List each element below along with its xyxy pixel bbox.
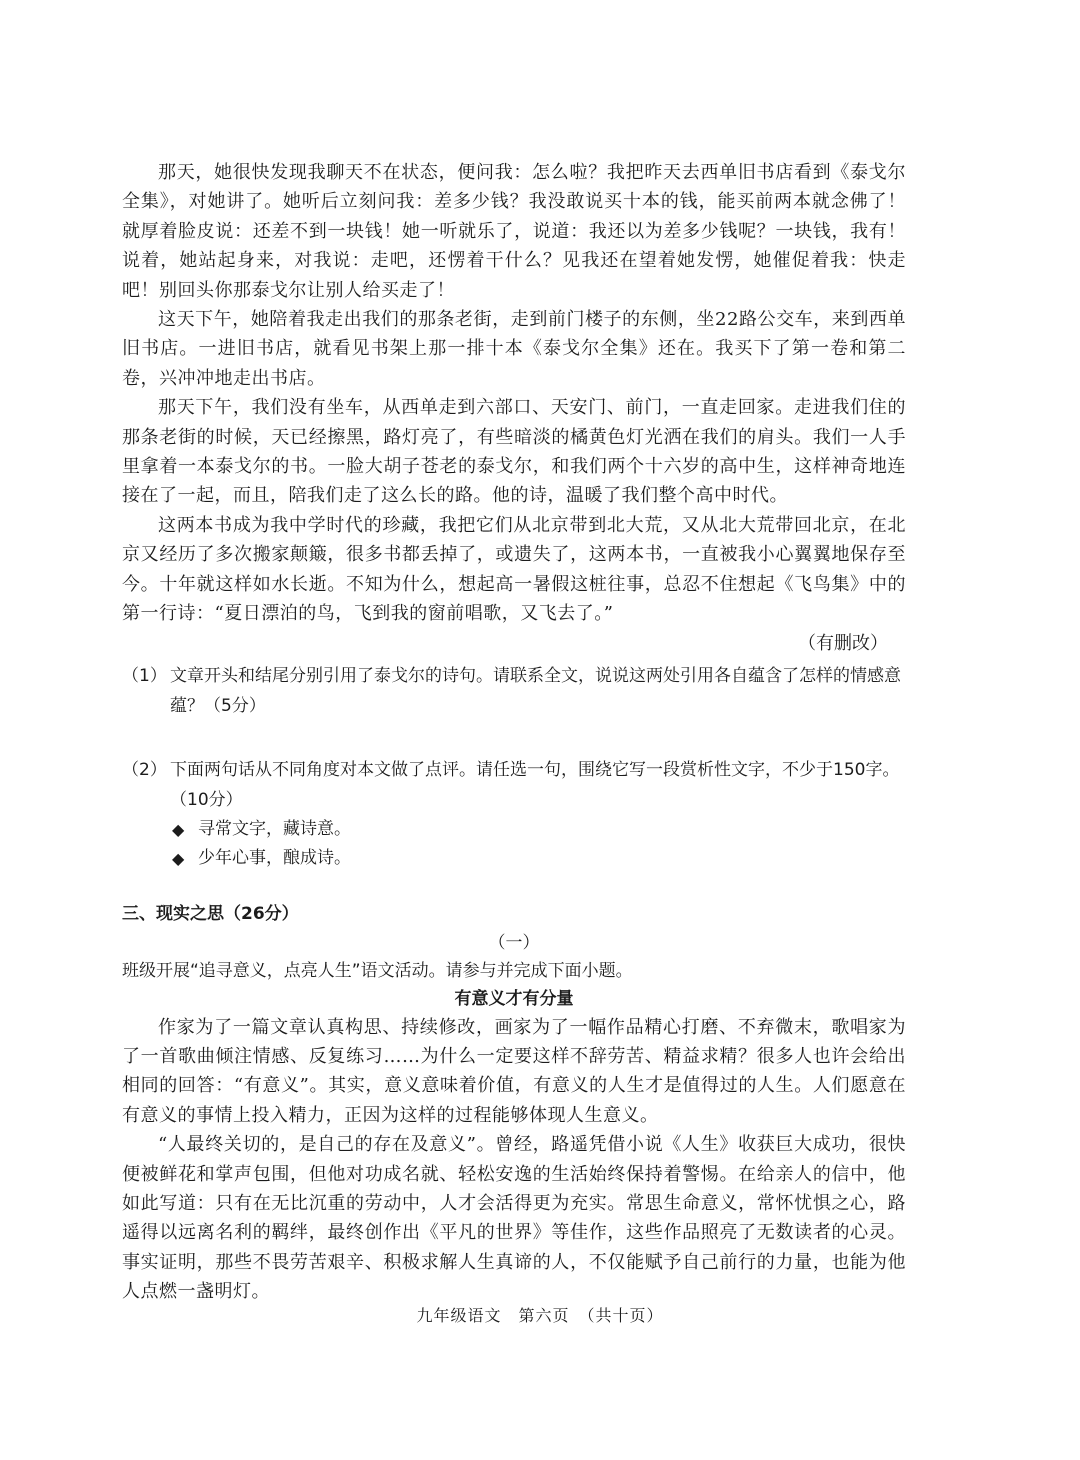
comment-option-text: 少年心事，酿成诗。 (198, 847, 351, 868)
passage-paragraph-3: 那天下午，我们没有坐车，从西单走到六部口、天安门、前门，一直走回家。走进我们住的那条老街的时候，天已经擦黑，路灯亮了，有些暗淡的橘黄色灯光洒在我们的肩头。我们一人手里拿着一本泰戈尔的书。一脸大胡子苍老的泰戈尔，和我们两个十六岁的高中生，这样神奇地连接在了一起，而且，陪我们走了这么长的路。他的诗，温暖了我们整个高中时代。 (122, 397, 906, 507)
comment-option-text: 寻常文字，藏诗意。 (198, 818, 351, 839)
question-2 (122, 755, 906, 815)
question-1-number: （1） (122, 665, 167, 686)
question-2-number: （2） (122, 759, 167, 780)
comment-option-2 (172, 844, 906, 873)
activity-intro: 班级开展“追寻意义，点亮人生”语文活动。请参与并完成下面小题。 (122, 960, 633, 981)
essay-paragraph-1: 作家为了一篇文章认真构思、持续修改，画家为了一幅作品精心打磨、不弃微末，歌唱家为了一首歌曲倾注情感、反复练习……为什么一定要这样不辞劳苦、精益求精？很多人也许会给出相同的回答：“有意义”。其实，意义意味着价值，有意义的人生才是值得过的人生。人们愿意在有意义的事情上投入精力，正因为这样的过程能够体现人生意义。 (122, 1016, 906, 1126)
question-2-text: 下面两句话从不同角度对本文做了点评。请任选一句，围绕它写一段赏析性文字，不少于150字。（10分） (170, 759, 900, 810)
page-footer: 九年级语文 第六页 （共十页） (416, 1306, 664, 1325)
passage-paragraph-4: 这两本书成为我中学时代的珍藏，我把它们从北京带到北大荒，又从北大荒带回北京，在北京又经历了多次搬家颠簸，很多书都丢掉了，或遗失了，这两本书，一直被我小心翼翼地保存至今。十年就这样如水长逝。不知为什么，想起高一暑假这桩往事，总忍不住想起《飞鸟集》中的第一行诗：“夏日漂泊的鸟，飞到我的窗前唱歌，又飞去了。” (122, 514, 906, 625)
passage-paragraph-2: 这天下午，她陪着我走出我们的那条老街，走到前门楼子的东侧，坐22路公交车，来到西单旧书店。一进旧书店，就看见书架上那一排十本《泰戈尔全集》还在。我买下了第一卷和第二卷，兴冲冲地走出书店。 (122, 309, 906, 389)
diamond-bullet-icon: ◆ (172, 819, 185, 839)
question-1-text: 文章开头和结尾分别引用了泰戈尔的诗句。请联系全文，说说这两处引用各自蕴含了怎样的情感意蕴？（5分） (170, 665, 901, 716)
essay-paragraph-2: “人最终关切的，是自己的存在及意义”。曾经，路遥凭借小说《人生》收获巨大成功，很快便被鲜花和掌声包围，但他对功成名就、轻松安逸的生活始终保持着警惕。在给亲人的信中，他如此写道：只有在无比沉重的劳动中，人才会活得更为充实。常思生命意义，常怀忧惧之心，路遥得以远离名利的羁绊，最终创作出《平凡的世界》等佳作，这些作品照亮了无数读者的心灵。事实证明，那些不畏劳苦艰辛、积极求解人生真谛的人，不仅能赋予自己前行的力量，也能为他人点燃一盏明灯。 (122, 1134, 906, 1303)
exam-page (122, 158, 906, 1307)
essay-title: 有意义才有分量 (454, 988, 574, 1009)
part-number: （一） (488, 932, 540, 953)
question-1 (122, 661, 906, 721)
passage-paragraph-1: 那天，她很快发现我聊天不在状态，便问我：怎么啦？我把昨天去西单旧书店看到《泰戈尔全集》，对她讲了。她听后立刻问我：差多少钱？我没敢说买十本的钱，能买前两本就念佛了！就厚着脸皮说：还差不到一块钱！她一听就乐了，说道：我还以为差多少钱呢？一块钱，我有！说着，她站起身来，对我说：走吧，还愣着干什么？见我还在望着她发愣，她催促着我：快走吧！别回头你那泰戈尔让别人给买走了！ (122, 162, 906, 301)
comment-option-1 (172, 815, 906, 844)
section-title: 三、现实之思（26分） (122, 903, 299, 924)
source-note: （有删改） (798, 632, 888, 654)
diamond-bullet-icon: ◆ (172, 848, 185, 868)
comment-options (172, 815, 906, 873)
